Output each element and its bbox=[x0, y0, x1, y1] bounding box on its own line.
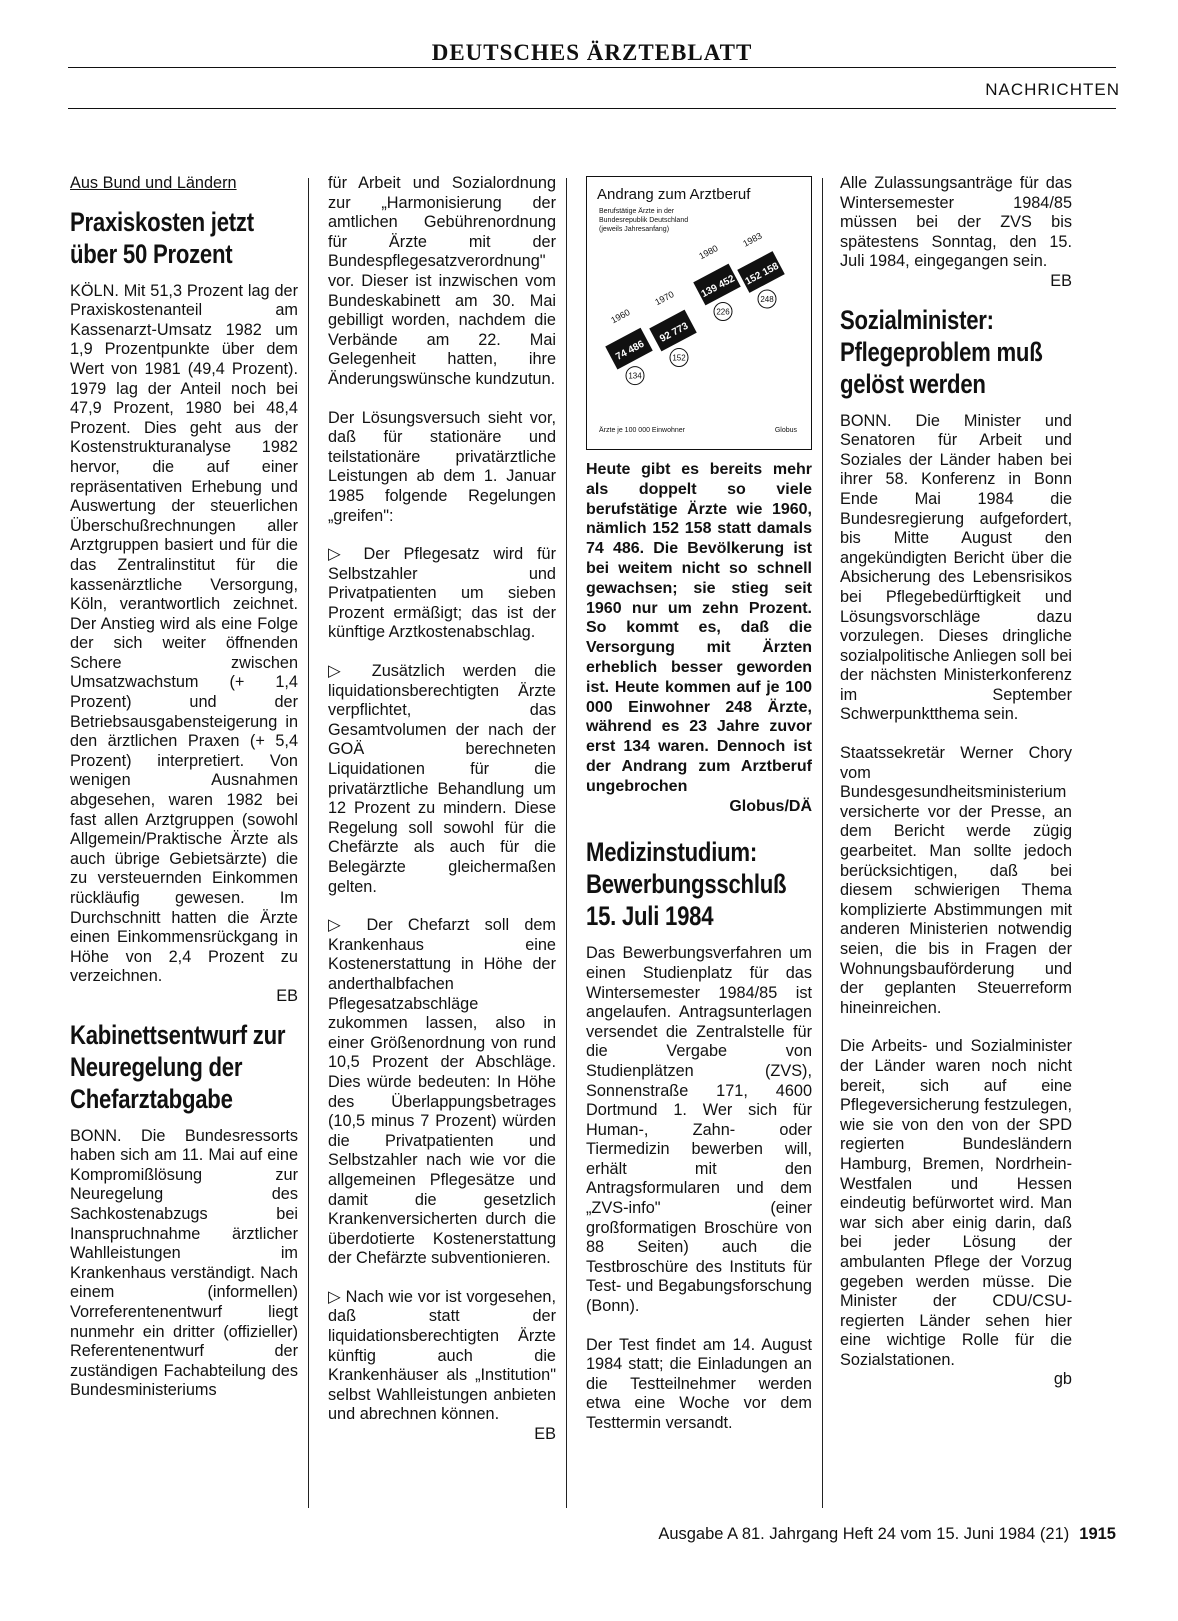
chart-year-label: 1980 bbox=[697, 243, 720, 262]
column-divider bbox=[822, 178, 823, 1508]
masthead-rule bbox=[68, 67, 1116, 68]
chart-value-label: 152 158 bbox=[743, 260, 781, 288]
column-4 bbox=[840, 174, 1072, 1390]
author-signature: EB bbox=[534, 1425, 556, 1444]
column-divider bbox=[308, 178, 309, 1508]
paragraph: Alle Zulassungsanträge für das Wintersemester 1984/85 müssen bei der ZVS bis spätestens Sonntag, den 15. Juli 1984, eingegangen sein. bbox=[840, 174, 1072, 271]
headline-sozialminister: Sozialminister: Pflegeproblem muß gelöst werden bbox=[840, 304, 1043, 399]
author-signature: EB bbox=[276, 986, 298, 1005]
page-footer bbox=[658, 1525, 1116, 1544]
chart-value-label: 74 486 bbox=[614, 338, 647, 363]
paragraph: ▷ Zusätzlich werden die liquidationsberechtigten Ärzte verpflichtet, das Gesamtvolumen der nach der GOÄ berechneten Liquidationen für die privatärztliche Behandlung um 12 Prozent zu mindern. Diese Regelung soll sowohl für die Chefärzte als auch für die Belegärzte gleichermaßen gelten. bbox=[328, 662, 556, 896]
paragraph: BONN. Die Minister und Senatoren für Arbeit und Soziales der Länder haben bei ihrer 58. Konferenz in Bonn Ende Mai 1984 die Bundesregierung aufgefordert, bis Mitte August den angekündigten Bericht über die Absicherung des Lebensrisikos bei Pflegebedürftigkeit und Lösungsvorschläge dazu vorzulegen. Dieses dringliche sozialpolitische Anliegen soll bei der nächsten Ministerkonferenz im September Schwerpunktthema sein. bbox=[840, 411, 1072, 724]
headline-kabinettsentwurf: Kabinettsentwurf zur Neuregelung der Chefarztabgabe bbox=[70, 1019, 286, 1114]
paragraph: für Arbeit und Sozialordnung zur „Harmonisierung der amtlichen Gebührenordnung für Ärzte mit der Bundespflegesatzverordnung" vor. Dieser ist inzwischen vom Bundeskabinett am 30. Mai gebilligt worden, nachdem die Verbände am 22. Mai Gelegenheit hatten, ihre Änderungswünsche kundzutun. bbox=[328, 174, 556, 388]
section-label: NACHRICHTEN bbox=[985, 80, 1120, 99]
paragraph: Die Arbeits- und Sozialminister der Länder waren noch nicht bereit, sich auf eine Pflegeversicherung festzulegen, wie sie von den von der SPD regierten Bundesländern Hamburg, Bremen, Nordrhein-Westfalen und Hessen eindeutig befürwortet wird. Man war sich aber einig darin, daß bei jeder Lösung der ambulanten Pflege der Vorzug gegeben werden müsse. Die Minister der CDU/CSU-regierten Länder sehen hier eine wichtige Rolle für die Sozialstationen. bbox=[840, 1037, 1072, 1369]
page-number: 1915 bbox=[1079, 1525, 1116, 1543]
paragraph: ▷ Nach wie vor ist vorgesehen, daß statt der liquidationsberechtigten Ärzte künftig auch die Krankenhäuser als „Institution" selbst Wahlleistungen anbieten und abrechnen können. bbox=[328, 1287, 556, 1424]
author-signature: gb bbox=[1053, 1370, 1072, 1389]
chart-value-label: 92 773 bbox=[658, 320, 691, 345]
chart-subtitle: Berufstätige Ärzte in der Bundesrepublik Deutschland (jeweils Jahresanfang) bbox=[599, 208, 689, 233]
paragraph: ▷ Der Pflegesatz wird für Selbstzahler und Privatpatienten um sieben Prozent ermäßigt; das ist der künftige Arztkostenabschlag. bbox=[328, 545, 556, 642]
column-3 bbox=[586, 174, 812, 1453]
chart-year-label: 1983 bbox=[741, 230, 764, 249]
chart-density-label: 226 bbox=[716, 307, 730, 317]
section-rule bbox=[68, 108, 1116, 109]
chart-caption bbox=[586, 460, 812, 816]
headline-medizinstudium: Medizinstudium: Bewerbungsschluß 15. Juli 1984 bbox=[586, 837, 787, 932]
masthead: DEUTSCHES ÄRZTEBLATT bbox=[431, 40, 753, 65]
author-signature: EB bbox=[1050, 271, 1072, 290]
article-kabinettsentwurf-body: BONN. Die Bundesressorts haben sich am 11. Mai auf eine Kompromißlösung zur Neuregelung des Sachkostenabzugs bei Inanspruchnahme ärztlicher Wahlleistungen im Krankenhaus verständigt. Nach einem (informellen) Vorreferentenentwurf liegt nunmehr ein dritter (offizieller) Referentenentwurf der zuständigen Fachabteilung des Bundesministeriums bbox=[70, 1126, 298, 1400]
chart-density-label: 248 bbox=[760, 295, 774, 304]
caption-credit: Globus/DÄ bbox=[729, 797, 812, 815]
chart-title: Andrang zum Arztberuf bbox=[597, 186, 751, 203]
chart-source: Globus bbox=[774, 427, 797, 435]
paragraph: Das Bewerbungsverfahren um einen Studienplatz für das Wintersemester 1984/85 ist angelaufen. Antragsunterlagen versendet die Zentralstelle für die Vergabe von Studienplätzen (ZVS), Sonnenstraße 171, 4600 Dortmund 1. Wer sich für Human-, Zahn- oder Tiermedizin bewerben will, erhält mit den Antragsformularen und dem „ZVS-info" (einer großformatigen Broschüre von 88 Seiten) auch die Testbroschüre des Instituts für Test- und Begabungsforschung (Bonn). bbox=[586, 944, 812, 1316]
paragraph: Staatssekretär Werner Chory vom Bundesgesundheitsministerium versicherte vor der Presse, an dem Bericht werde zügig gearbeitet. Man sollte jedoch berücksichtigen, daß bei diesem schwierigen Thema komplizierte Abstimmungen mit anderen Ministerien notwendig seien, die bis in Fragen der Wohnungsbauförderung und der geplanten Steuerreform hineinreichen. bbox=[840, 744, 1072, 1017]
chart-andrang-zum-arztberuf bbox=[586, 176, 812, 450]
caption-text: Heute gibt es bereits mehr als doppelt so viele berufstätige Ärzte wie 1960, nämlich 152 158 statt damals 74 486. Die Bevölkerung ist bei weitem nicht so schnell gewachsen; sie stieg seit 1960 nur um zehn Prozent. So kommt es, daß die Versorgung mit Ärzten erheblich besser geworden ist. Heute kommen auf je 100 000 Einwohner 248 Ärzte, während es 23 Jahre zuvor erst 134 waren. Dennoch ist der Andrang zum Arztberuf ungebrochen bbox=[586, 461, 812, 795]
column-2 bbox=[328, 174, 556, 1445]
paragraph: Der Lösungsversuch sieht vor, daß für stationäre und teilstationäre privatärztliche Leistungen ab dem 1. Januar 1985 folgende Regelungen „greifen": bbox=[328, 408, 556, 525]
kicker: Aus Bund und Ländern bbox=[70, 174, 237, 192]
chart-density-label: 134 bbox=[628, 371, 642, 381]
column-1 bbox=[70, 174, 298, 1420]
chart-density-label: 152 bbox=[672, 353, 686, 363]
article-praxiskosten-body: KÖLN. Mit 51,3 Prozent lag der Praxiskostenanteil am Kassenarzt-Umsatz 1982 um 1,9 Prozentpunkte über dem Wert von 1981 (49,4 Prozent). 1979 lag der Anteil noch bei 47,9 Prozent, 1980 bei 48,4 Prozent. Dies geht aus der Kostenstrukturanalyse 1982 hervor, die auf einer repräsentativen Erhebung und Auswertung der steuerlichen Überschußrechnungen aller Arztgruppen basiert und für die das Zentralinstitut für die kassenärztliche Versorgung, Köln, verantwortlich zeichnet. Der Anstieg wird als eine Folge der sich weiter öffnenden Schere zwischen Umsatzwachstum (+ 1,4 Prozent) und der Betriebsausgabensteigerung in den ärztlichen Praxen (+ 5,4 Prozent) interpretiert. Von wenigen Ausnahmen abgesehen, waren 1982 bei fast allen Arztgruppen (sowohl Allgemein/Praktische Ärzte als auch übrige Gebietsärzte) die zu versteuernden Einkommen rückläufig gewesen. Im Durchschnitt hatten die Ärzte einen Einkommensrückgang in Höhe von 2,4 Prozent zu verzeichnen. bbox=[70, 281, 298, 986]
chart-graphic bbox=[587, 177, 812, 449]
paragraph: Der Test findet am 14. August 1984 statt; die Einladungen an die Testteilnehmer werden etwa eine Woche vor dem Testtermin versandt. bbox=[586, 1335, 812, 1432]
chart-year-label: 1960 bbox=[609, 307, 632, 326]
column-divider bbox=[566, 178, 567, 1508]
chart-footnote: Ärzte je 100 000 Einwohner bbox=[599, 427, 685, 435]
chart-year-label: 1970 bbox=[653, 289, 676, 308]
headline-praxiskosten: Praxiskosten jetzt über 50 Prozent bbox=[70, 206, 254, 269]
paragraph: ▷ Der Chefarzt soll dem Krankenhaus eine Kostenerstattung in Höhe der anderthalbfachen Pflegesatzabschläge zukommen lassen, also in einer Größenordnung von rund 10,5 Prozent der Abschläge. Dies würde bedeuten: In Höhe des Überlappungsbetrages (10,5 minus 7 Prozent) würden die Privatpatienten und Selbstzahler nach wie vor die allgemeinen Pflegesätze und damit die gesetzlich Krankenversicherten durch die überdotierte Kostenerstattung der Chefärzte subventionieren. bbox=[328, 916, 556, 1268]
chart-value-label: 139 452 bbox=[699, 273, 737, 301]
issue-info: Ausgabe A 81. Jahrgang Heft 24 vom 15. Juni 1984 (21) bbox=[658, 1525, 1070, 1543]
